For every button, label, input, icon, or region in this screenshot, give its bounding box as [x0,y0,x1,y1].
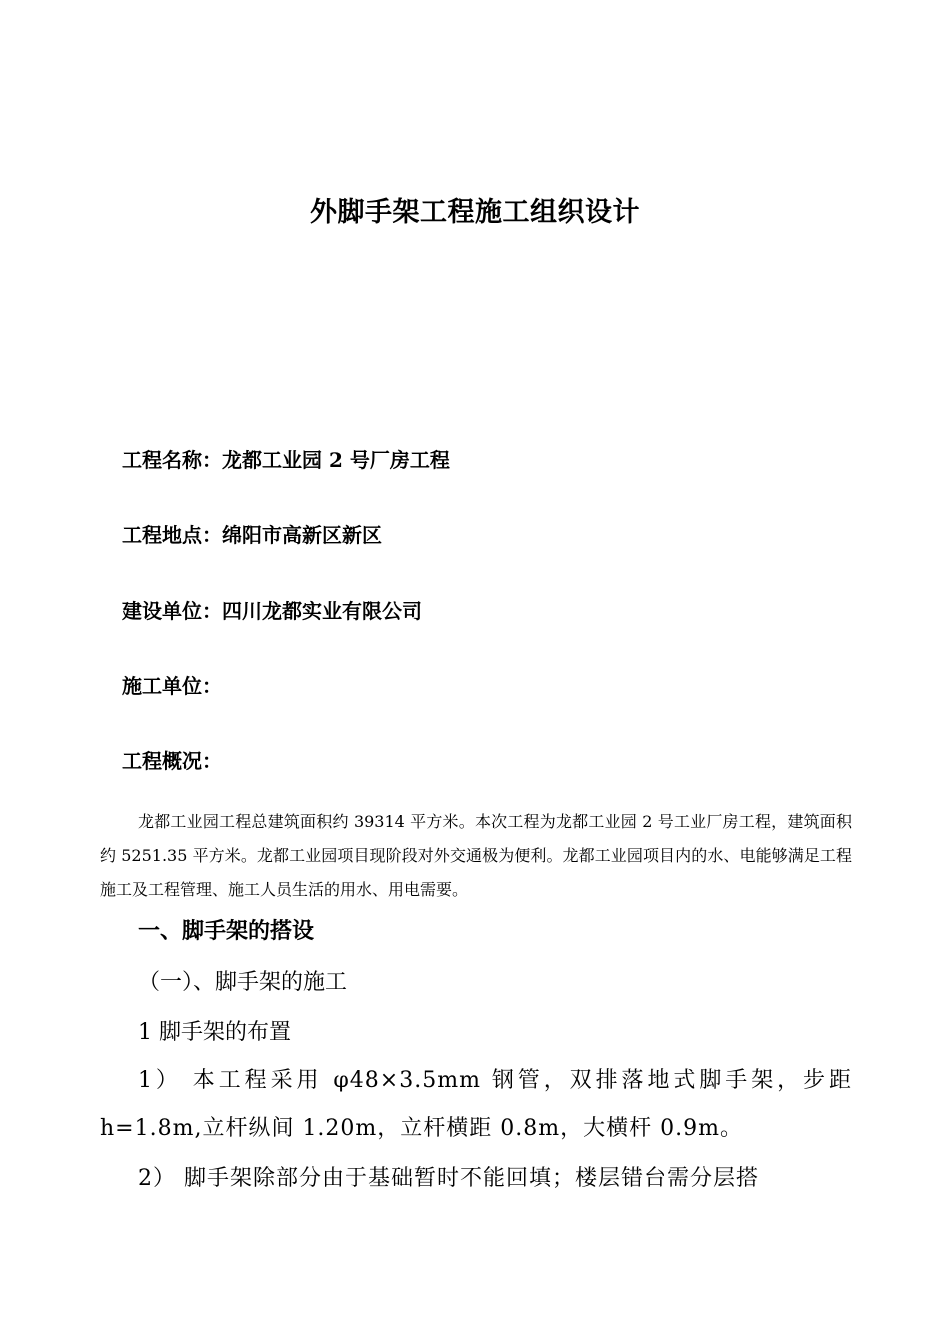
subsection-heading: （一）、脚手架的施工 [138,970,348,995]
body-paragraph-1: 1） 本工程采用 φ48×3.5mm 钢管，双排落地式脚手架，步距 h=1.8m,立杆纵间 1.20m，立杆横距 0.8m，大横杆 0.9m。 [100,1068,852,1141]
client-line: 建设单位：四川龙都实业有限公司 [122,599,422,623]
project-name-line: 工程名称：龙都工业园 2 号厂房工程 [122,448,450,472]
contractor-line: 施工单位： [122,674,222,698]
project-location-line: 工程地点：绵阳市高新区新区 [122,523,382,547]
overview-paragraph: 龙都工业园工程总建筑面积约 39314 平方米。本次工程为龙都工业园 2 号工业厂房工程，建筑面积约 5251.35 平方米。龙都工业园项目现阶段对外交通极为便利。龙都工业园项目内的水、电能够满足工程施工及工程管理、施工人员生活的用水、用电需要。 [100,812,852,899]
overview-heading: 工程概况： [122,749,222,773]
body-paragraph-2: 2） 脚手架除部分由于基础暂时不能回填；楼层错台需分层搭 [138,1166,759,1191]
item-heading: 1 脚手架的布置 [138,1020,291,1045]
section-heading: 一、脚手架的搭设 [138,918,315,944]
document-title: 外脚手架工程施工组织设计 [310,197,640,228]
